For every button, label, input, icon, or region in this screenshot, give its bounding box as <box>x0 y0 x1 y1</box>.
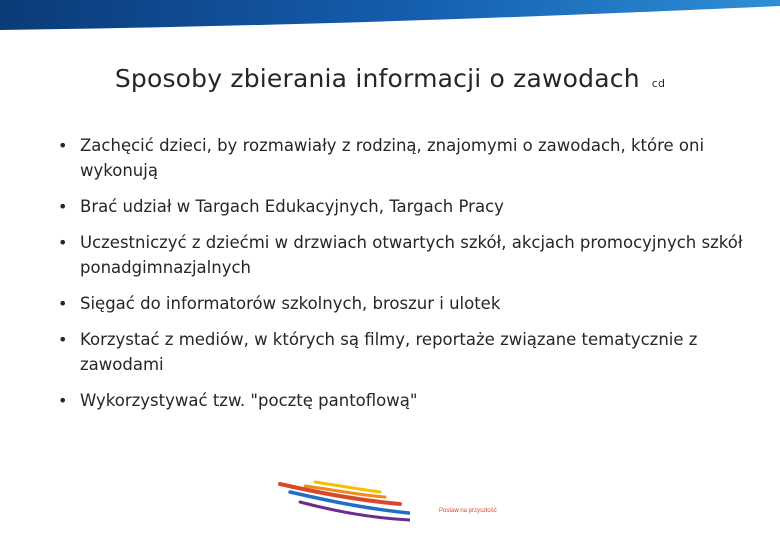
header-band <box>0 0 780 36</box>
bullet-item: • Zachęcić dzieci, by rozmawiały z rodziną, znajomymi o zawodach, które oni wykonują <box>56 133 746 183</box>
slide-title <box>0 64 780 93</box>
bullet-list <box>56 133 746 424</box>
slide-title-text: Sposoby zbierania informacji o zawodach <box>114 64 640 93</box>
bullet-item: • Sięgać do informatorów szkolnych, broszur i ulotek <box>56 291 746 316</box>
slide-title-suffix: cd <box>651 77 666 90</box>
bullet-item: • Wykorzystywać tzw. "pocztę pantoflową" <box>56 388 746 413</box>
logo-swoosh <box>270 474 410 524</box>
logo-tagline: Postaw na przyszłość <box>439 508 497 514</box>
bullet-item: • Uczestniczyć z dziećmi w drzwiach otwartych szkół, akcjach promocyjnych szkół ponadgimnazjalnych <box>56 230 746 280</box>
bullet-item: • Brać udział w Targach Edukacyjnych, Targach Pracy <box>56 194 746 219</box>
bullet-item: • Korzystać z mediów, w których są filmy, reportaże związane tematycznie z zawodami <box>56 327 746 377</box>
